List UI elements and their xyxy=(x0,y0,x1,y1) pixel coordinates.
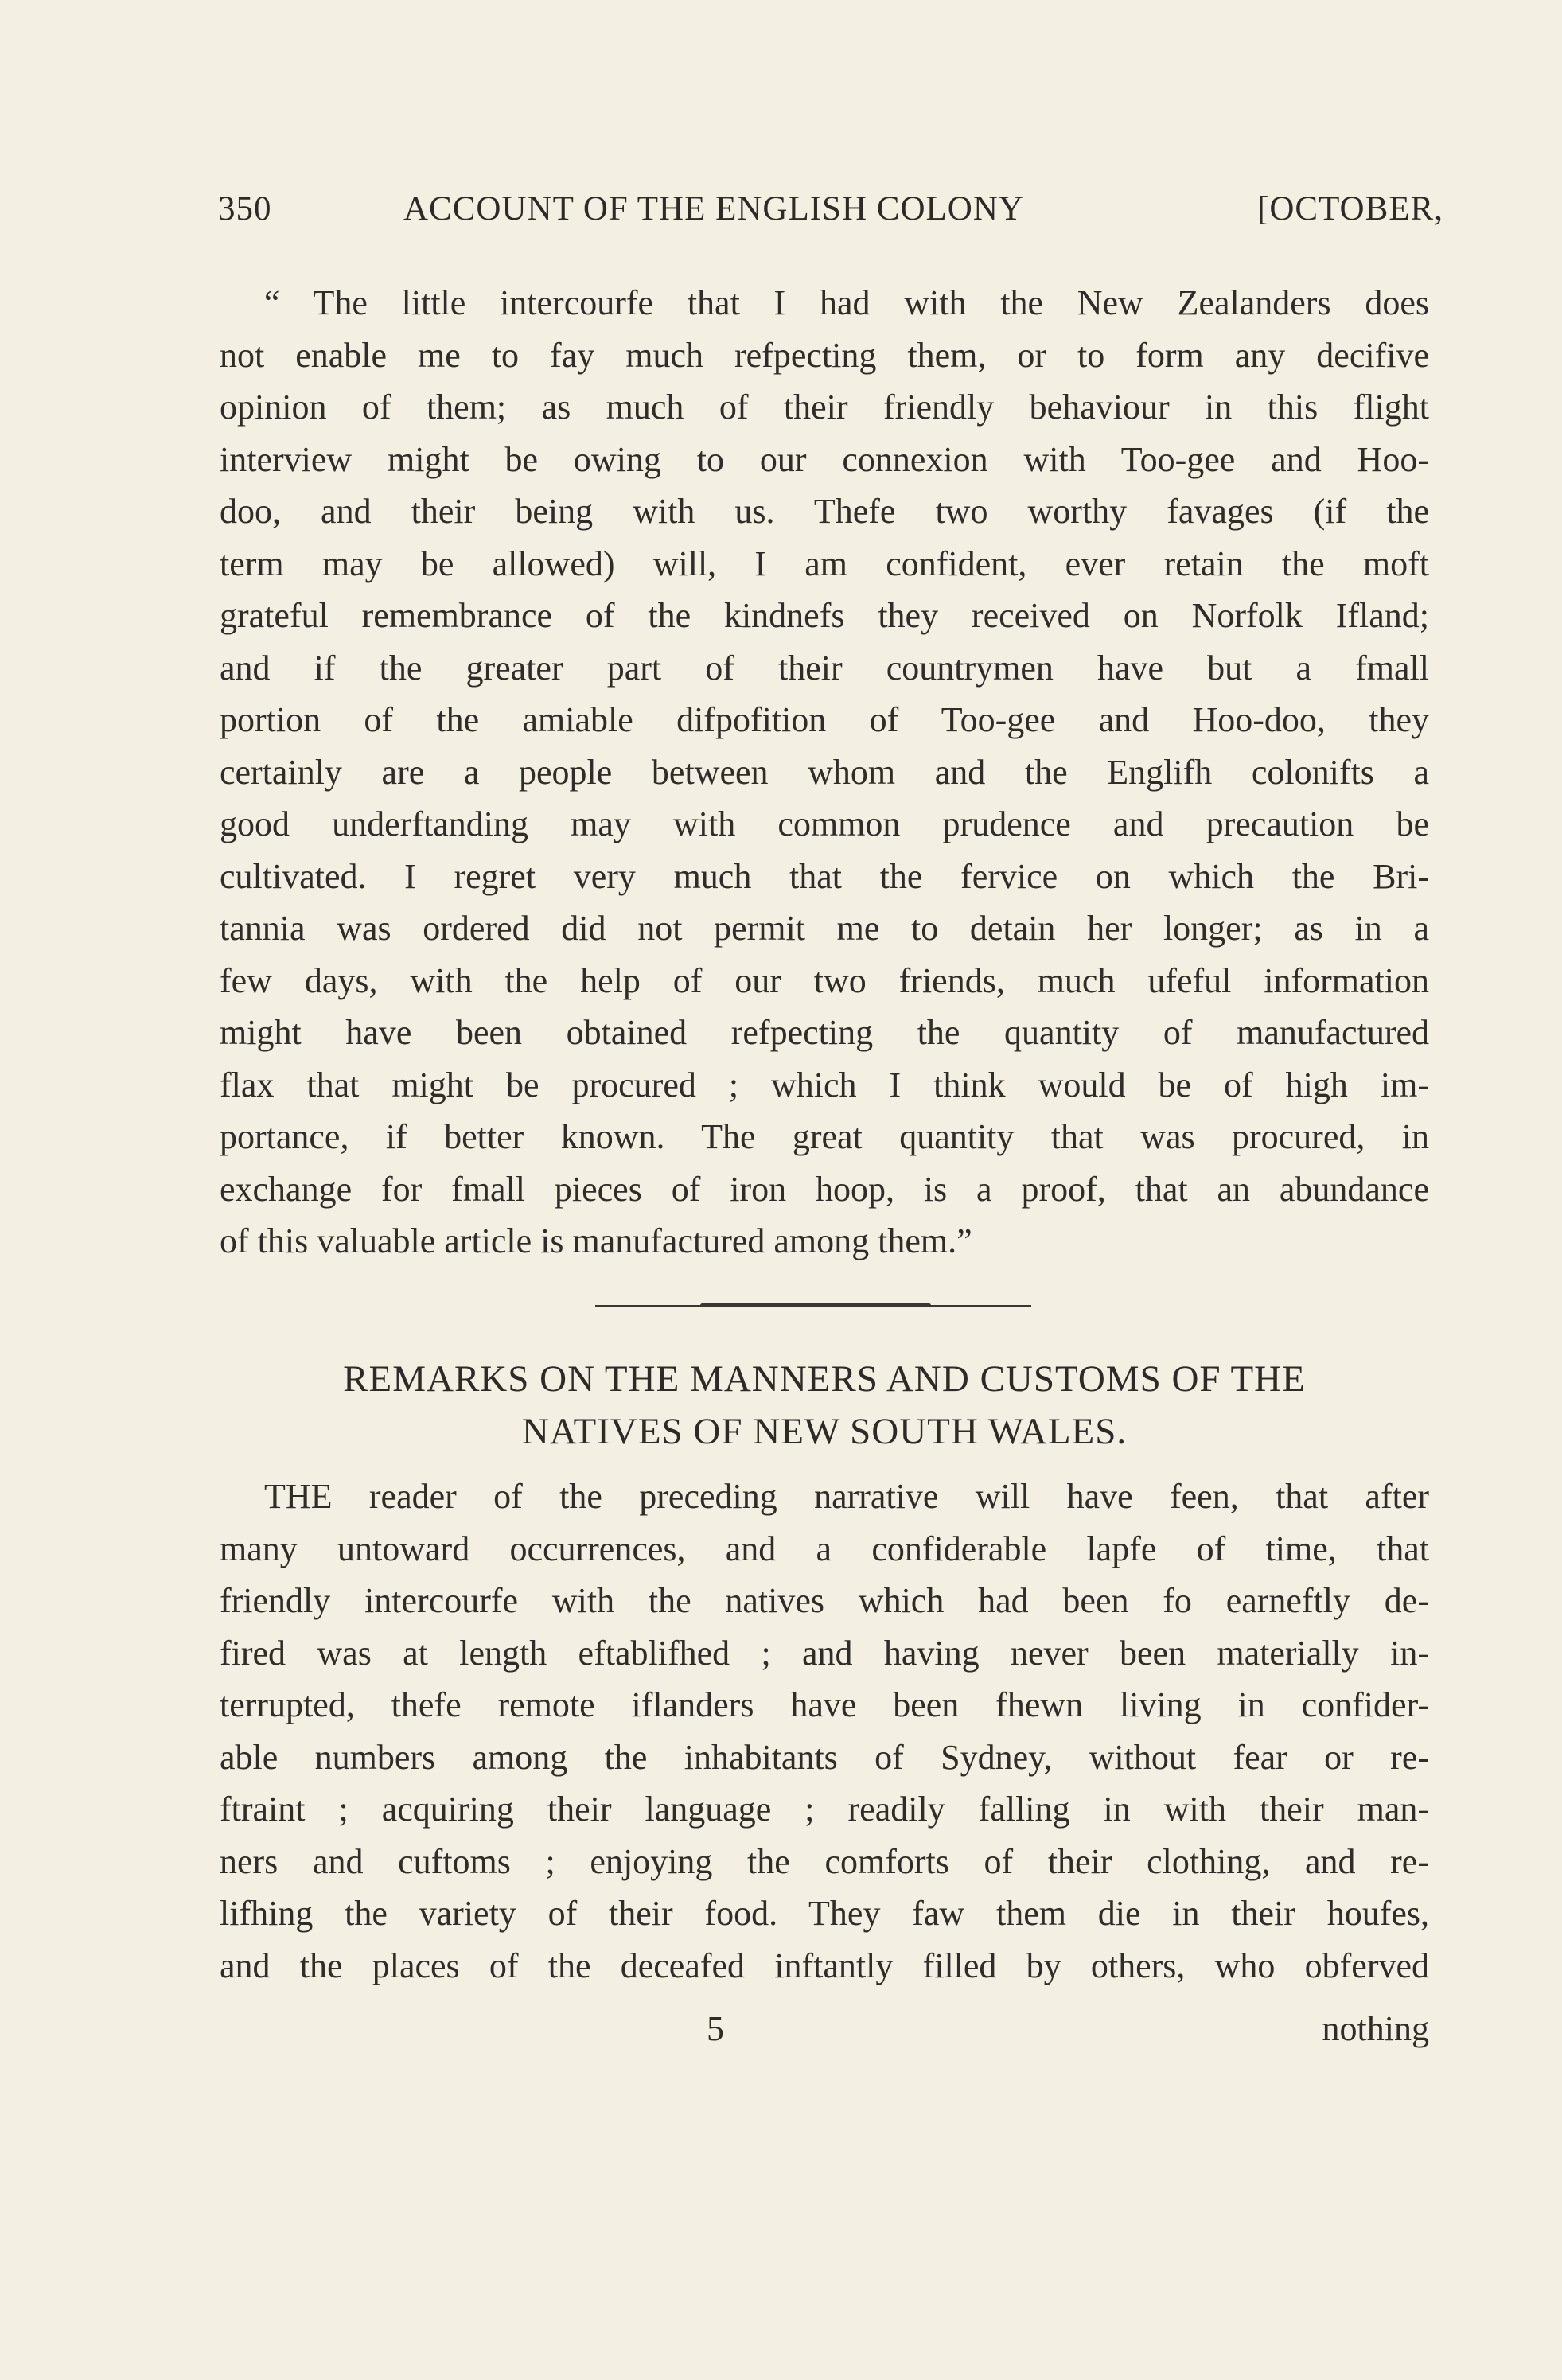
text-line: opinion of them; as much of their friendly behaviour in this flight xyxy=(220,388,1429,427)
text-line: of this valuable article is manufactured among them.” xyxy=(220,1221,972,1260)
section-heading xyxy=(220,1353,1429,1458)
text-line: few days, with the help of our two friends, much ufeful information xyxy=(220,960,1429,1000)
text-line: and the places of the deceafed inftantly filled by others, who obferved xyxy=(220,1946,1429,1985)
text-line: ners and cuftoms ; enjoying the comforts of their clothing, and re- xyxy=(220,1841,1429,1881)
text-line: able numbers among the inhabitants of Sydney, without fear or re- xyxy=(220,1737,1429,1777)
text-line: might have been obtained refpecting the quantity of manufactured xyxy=(220,1013,1429,1052)
text-line: portion of the amiable difpofition of Too-gee and Hoo-doo, they xyxy=(220,700,1429,739)
text-line: friendly intercourfe with the natives which had been fo earneftly de- xyxy=(220,1581,1429,1620)
running-head xyxy=(218,189,1443,237)
text-line: exchange for fmall pieces of iron hoop, is a proof, that an abundance xyxy=(220,1169,1429,1209)
section-heading-line-2: NATIVES OF NEW SOUTH WALES. xyxy=(521,1411,1128,1452)
page-footer xyxy=(220,2008,1429,2056)
text-line: “ The little intercourfe that I had with the New Zealanders does xyxy=(264,283,1429,322)
text-line: portance, if better known. The great quantity that was procured, in xyxy=(220,1117,1429,1156)
catchword: nothing xyxy=(1322,2009,1429,2048)
text-line: interview might be owing to our connexion with Too-gee and Hoo- xyxy=(220,439,1429,479)
section-divider-ornament xyxy=(700,1303,931,1307)
text-line: many untoward occurrences, and a confiderable lapfe of time, that xyxy=(220,1529,1429,1568)
quoted-letter-paragraph xyxy=(220,277,1429,1268)
body-paragraph xyxy=(220,1470,1429,1992)
text-line: grateful remembrance of the kindnefs they received on Norfolk Ifland; xyxy=(220,596,1429,635)
text-line: lifhing the variety of their food. They faw them die in their houfes, xyxy=(220,1894,1429,1933)
text-line: terrupted, thefe remote iflanders have been fhewn living in confider- xyxy=(220,1685,1429,1724)
running-head-month: [OCTOBER, xyxy=(1257,190,1443,228)
text-line: fired was at length eftablifhed ; and having never been materially in- xyxy=(220,1633,1429,1673)
text-line: ftraint ; acquiring their language ; readily falling in with their man- xyxy=(220,1790,1429,1829)
page-number: 350 xyxy=(218,190,272,228)
text-line: and if the greater part of their countrymen have but a fmall xyxy=(220,648,1429,688)
text-line: cultivated. I regret very much that the fervice on which the Bri- xyxy=(220,856,1429,896)
text-line: certainly are a people between whom and the Englifh colonifts a xyxy=(220,752,1429,792)
running-head-title: ACCOUNT OF THE ENGLISH COLONY xyxy=(403,190,1024,228)
text-line: THE reader of the preceding narrative will have feen, that after xyxy=(264,1477,1429,1516)
text-line: good underftanding may with common prudence and precaution be xyxy=(220,804,1429,843)
text-line: not enable me to fay much refpecting them, or to form any decifive xyxy=(220,335,1429,375)
text-line: tannia was ordered did not permit me to detain her longer; as in a xyxy=(220,909,1429,948)
signature-mark: 5 xyxy=(707,2009,724,2048)
text-line: doo, and their being with us. Thefe two worthy favages (if the xyxy=(220,492,1429,531)
section-heading-line-1: REMARKS ON THE MANNERS AND CUSTOMS OF THE xyxy=(343,1358,1306,1400)
text-line: term may be allowed) will, I am confident, ever retain the moft xyxy=(220,543,1429,583)
text-line: flax that might be procured ; which I think would be of high im- xyxy=(220,1065,1429,1104)
